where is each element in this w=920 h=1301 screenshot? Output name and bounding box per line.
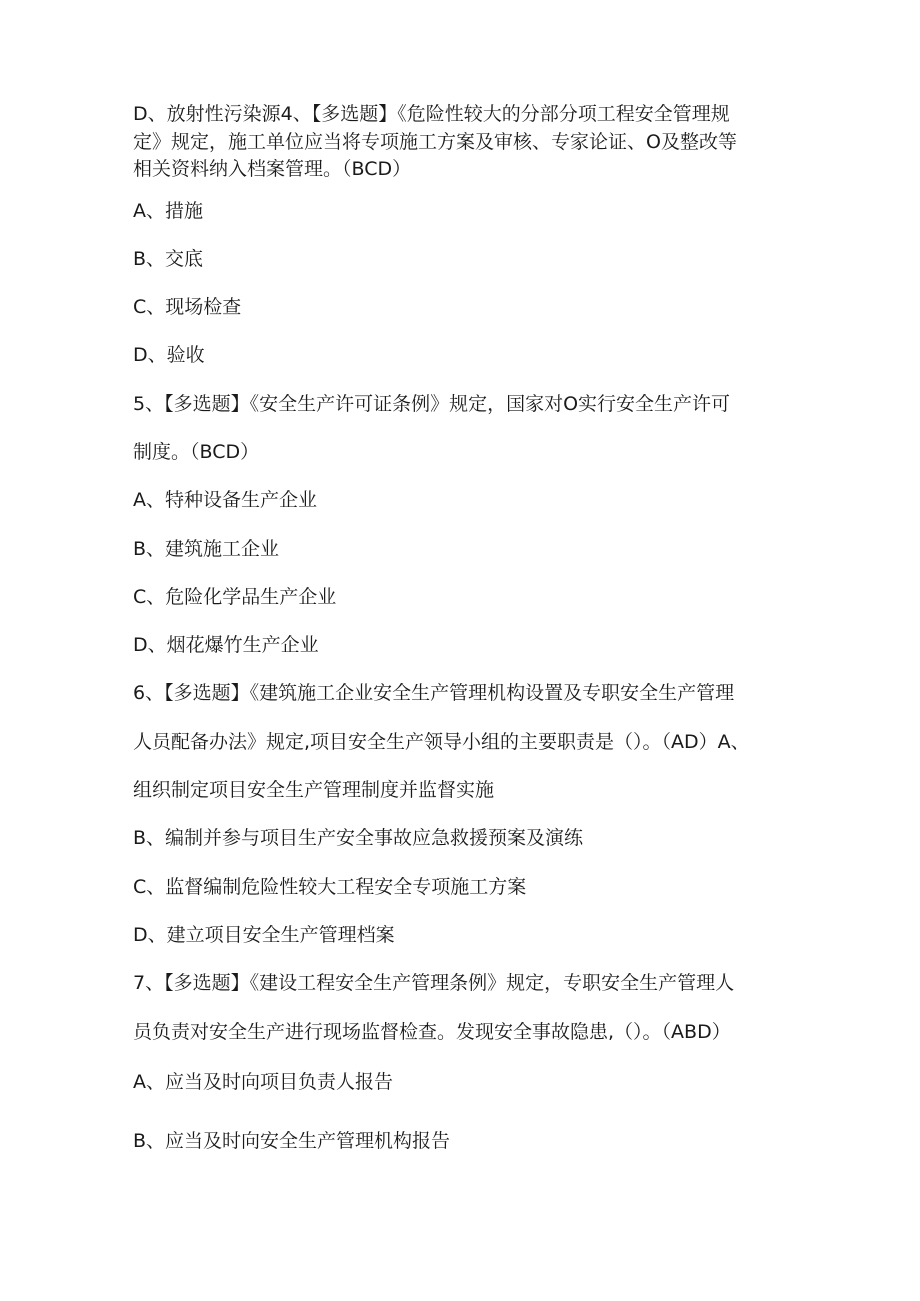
question-7-stem-line-2: 员负责对安全生产进行现场监督检查。发现安全事故隐患,（）。（ABD）: [133, 1021, 731, 1043]
question-4-stem-line-3: 相关资料纳入档案管理。（BCD）: [133, 158, 412, 180]
question-4-option-d: D、验收: [133, 344, 205, 366]
question-4-stem-line-2: 定》规定，施工单位应当将专项施工方案及审核、专家论证、O及整改等: [133, 131, 737, 153]
question-7-stem-line-1: 7、【多选题】《建设工程安全生产管理条例》规定，专职安全生产管理人: [133, 972, 735, 994]
question-6-option-a: 组织制定项目安全生产管理制度并监督实施: [133, 779, 495, 801]
question-5-option-b: B、建筑施工企业: [133, 538, 280, 560]
question-6-option-b: B、编制并参与项目生产安全事故应急救援预案及演练: [133, 827, 584, 849]
question-4-stem-line-1: D、放射性污染源4、【多选题】《危险性较大的分部分项工程安全管理规: [133, 103, 730, 125]
question-4-option-a: A、措施: [133, 200, 203, 222]
question-6-option-d: D、建立项目安全生产管理档案: [133, 924, 395, 946]
question-7-option-a: A、应当及时向项目负责人报告: [133, 1071, 393, 1093]
question-5-option-a: A、特种设备生产企业: [133, 489, 317, 511]
question-5-option-c: C、危险化学品生产企业: [133, 586, 337, 608]
question-6-stem-line-2: 人员配备办法》规定,项目安全生产领导小组的主要职责是（）。（AD）A、: [133, 731, 750, 753]
question-4-option-c: C、现场检查: [133, 296, 242, 318]
question-6-stem-line-1: 6、【多选题】《建筑施工企业安全生产管理机构设置及专职安全生产管理: [133, 682, 735, 704]
question-5-stem-line-2: 制度。（BCD）: [133, 441, 260, 463]
question-6-option-c: C、监督编制危险性较大工程安全专项施工方案: [133, 876, 527, 898]
question-4-option-b: B、交底: [133, 248, 204, 270]
question-5-option-d: D、烟花爆竹生产企业: [133, 634, 319, 656]
question-7-option-b: B、应当及时向安全生产管理机构报告: [133, 1130, 451, 1152]
question-5-stem-line-1: 5、【多选题】《安全生产许可证条例》规定，国家对O实行安全生产许可: [133, 393, 731, 415]
